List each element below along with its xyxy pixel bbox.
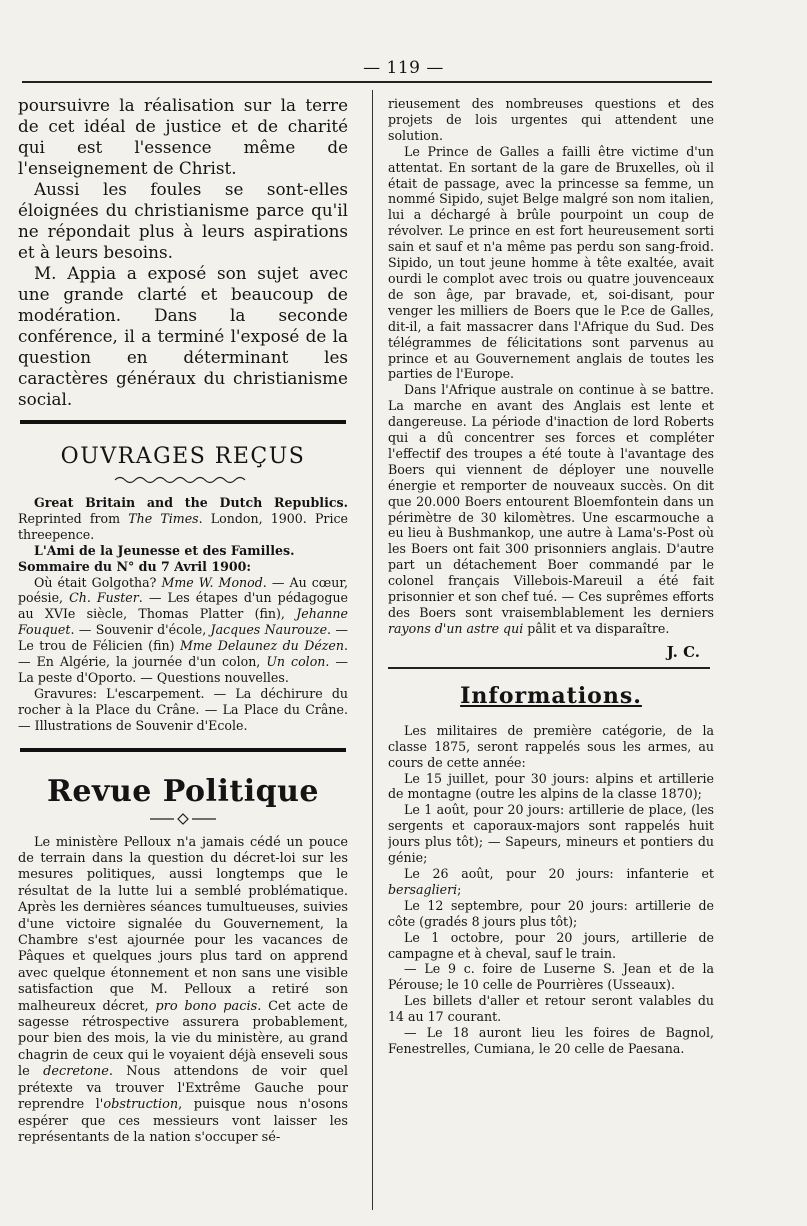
text: Le 26 août, pour 20 jours: infanterie et <box>404 865 714 881</box>
column-divider <box>372 90 373 1210</box>
ouvrage-title: Great Britain and the Dutch Republics. <box>34 495 348 510</box>
signature: J. C. <box>666 642 700 661</box>
intro-paragraph: poursuivre la réalisation sur la terre de cet idéal de justice et de charité qui est l'essence même de l'enseignement de Christ. <box>18 95 348 178</box>
ouvrage-sommaire-label: Sommaire du N° du 7 Avril 1900: <box>18 558 252 574</box>
text: . — Le trou de Félicien (fin) <box>18 622 348 654</box>
text: pâlit et va disparaître. <box>523 620 670 636</box>
ouvrage-title: L'Ami de la Jeunesse et des Familles. <box>34 542 295 558</box>
text: . — Au cœur, poésie, <box>18 574 348 606</box>
italic-word: bersaglieri <box>388 881 458 897</box>
text: , puisque nous n'osons espérer que ces messieurs vont laisser les représentants de la nation s'occuper sé- <box>18 1097 348 1145</box>
revue-paragraph: rieusement des nombreuses questions et des projets de lois urgentes qui attendent une solution. <box>388 96 714 143</box>
author: Jehanne Fouquet <box>18 606 348 638</box>
ouvrage-text: Reprinted from <box>18 510 129 526</box>
ouvrage-source: The Times <box>128 510 199 526</box>
section-rule <box>20 420 346 424</box>
text: Dans l'Afrique australe on continue à se battre. La marche en avant des Anglais est lente et dangereuse. La période d'inaction de lord Roberts qui a dû concentrer ses forces et compléter l'effectif des troupes a été toute à l'avantage des Boers qui viennent de déployer une nouvelle énergie et remporter de nouveaux succès. On dit que 20.000 Boers entourent Bloemfontein dans un périmètre de 30 kilomètres. Une escarmouche a eu lieu à Bushmankop, une autre à Lama's-Post où les Boers ont fait 300 prisonniers anglais. D'autre part un détachement Boer commandé par le colonel français Villebois-Mareuil a été fait prisonnier et son chef tué. — Ces suprêmes efforts des Boers sont vraisemblablement les derniers <box>388 382 714 620</box>
ouvrage-gravures: Gravures: L'escarpement. — La déchirure du rocher à la Place du Crâne. — La Place du Crâne. — Illustrations de Souvenir d'Ecole. <box>18 685 348 733</box>
wave-flourish-icon <box>113 475 253 485</box>
ouvrage-text: . London, 1900. Price threepence. <box>18 510 348 542</box>
text: ; <box>457 881 462 897</box>
info-paragraph: — Le 18 auront lieu les foires de Bagnol, Fenestrelles, Cumiana, le 20 celle de Paesana. <box>388 1025 714 1056</box>
revue-title: Revue Politique <box>47 773 319 809</box>
ouvrages-list <box>18 495 348 734</box>
text: . — Les étapes d'un pédagogue au XVIe siècle, Thomas Platter (fin), <box>18 590 348 622</box>
ouvrage-sommaire <box>18 559 348 575</box>
latin-phrase: pro bono pacis <box>155 998 258 1014</box>
informations-title: Informations. <box>460 682 642 709</box>
italic-word: decretone <box>43 1064 109 1080</box>
intro-paragraph: Aussi les foules se sont-elles éloignées du christianisme parce qu'il ne répondait plus à leurs aspirations et à leurs besoins. <box>18 179 348 262</box>
intro-paragraph: M. Appia a exposé son sujet avec une grande clarté et beaucoup de modération. Dans la seconde conférence, il a terminé l'exposé de la question en déterminant les caractères généraux du christianisme social. <box>18 263 348 409</box>
text: . — La peste d'Oporto. — Questions nouvelles. <box>18 654 348 685</box>
info-paragraph: Les militaires de première catégorie, de la classe 1875, seront rappelés sous les armes, au cours de cette année: <box>388 722 714 770</box>
section-rule <box>20 748 346 752</box>
info-paragraph: Le 1 août, pour 20 jours: artillerie de place, (les sergents et caporaux-majors sont rappelés huit jours plus tôt); — Sapeurs, mineurs et pontiers du génie; <box>388 802 714 866</box>
author: Ch. Fuster <box>69 590 139 606</box>
revue-paragraph <box>388 382 714 637</box>
info-paragraph: Le 12 septembre, pour 20 jours: artillerie de côte (gradés 8 jours plus tôt); <box>388 897 714 929</box>
revue-continued <box>388 96 714 637</box>
text: . — Souvenir d'école, <box>70 622 211 638</box>
section-rule <box>388 667 710 669</box>
author: Un colon <box>266 654 326 670</box>
informations-body <box>388 723 714 1057</box>
revue-paragraph <box>18 835 348 1147</box>
italic-word: obstruction <box>103 1097 179 1113</box>
left-column <box>18 95 348 1146</box>
ouvrage-body <box>18 575 348 686</box>
text: . Cet acte de sagesse rétrospective assurera probablement, pour bien des mois, la vie du ministère, au grand chagrin de ceux qui le voyaient déjà enseveli sous le <box>18 998 348 1080</box>
info-paragraph: Le 15 juillet, pour 30 jours: alpins et artillerie de montagne (outre les alpins de la classe 1870); <box>388 770 714 802</box>
info-paragraph: Le 1 octobre, pour 20 jours, artillerie de campagne et à cheval, sauf le train. <box>388 929 714 961</box>
author: Jacques Naurouze <box>210 622 328 638</box>
revue-paragraph: Le Prince de Galles a failli être victime d'un attentat. En sortant de la gare de Bruxelles, où il était de passage, avec la princesse sa femme, un nommé Sipido, sujet Belge malgré son nom italien, lui a déchargé à brûle pourpoint un coup de révolver. Le prince en est fort heureusement sorti sain et sauf et n'a même pas perdu son sang-froid. Sipido, un tout jeune homme à tête exaltée, avait ourdi le complot avec trois ou quatre jouvenceaux de son âge, par bravade, et, soi-disant, pour venger les milliers de Boers que le P.ce de Galles, dit-il, a fait massacrer dans l'Afrique du Sud. Des télégrammes de félicitations sont parvenus au prince et au Gouvernement anglais de toutes les parties de l'Europe. <box>388 143 714 382</box>
ouvrage-item <box>18 495 348 543</box>
text: Le ministère Pelloux n'a jamais cédé un pouce de terrain dans la question du décret-loi sur les mesures politiques, aussi longtemps que le résultat de la lutte lui a semblé problématique. Après les dernières séances tumultueuses, suivies d'une victoire signalée du Gouvernement, la Chambre s'est ajournée pour les vacances de Pâques et quelques jours plus tard on apprend avec quelque étonnement et non sans une visible satisfaction que M. Pelloux a retiré son malheureux décret, <box>18 834 348 1014</box>
text: Où était Golgotha? <box>34 574 162 590</box>
info-paragraph: Les billets d'aller et retour seront valables du 14 au 17 courant. <box>388 993 714 1025</box>
diamond-flourish-icon <box>148 813 218 825</box>
page-number: — 119 — <box>363 58 444 78</box>
intro-section <box>18 95 348 410</box>
right-column <box>388 96 714 1057</box>
author: Mme Delaunez du Dézen <box>179 638 344 654</box>
info-paragraph <box>388 866 714 898</box>
ouvrages-title: OUVRAGES REÇUS <box>60 444 306 469</box>
italic-phrase: rayons d'un astre qui <box>388 620 524 636</box>
revue-body <box>18 835 348 1147</box>
header-rule <box>22 81 712 83</box>
text: . Nous attendons de voir quel prétexte va trouver l'Extrême Gauche pour reprendre l' <box>18 1064 348 1113</box>
author: Mme W. Monod <box>161 574 263 590</box>
text: . — En Algérie, la journée d'un colon, <box>18 638 348 670</box>
ouvrage-item <box>18 543 348 559</box>
info-paragraph: — Le 9 c. foire de Luserne S. Jean et de la Pérouse; le 10 celle de Pourrières (Usseaux). <box>388 961 714 993</box>
